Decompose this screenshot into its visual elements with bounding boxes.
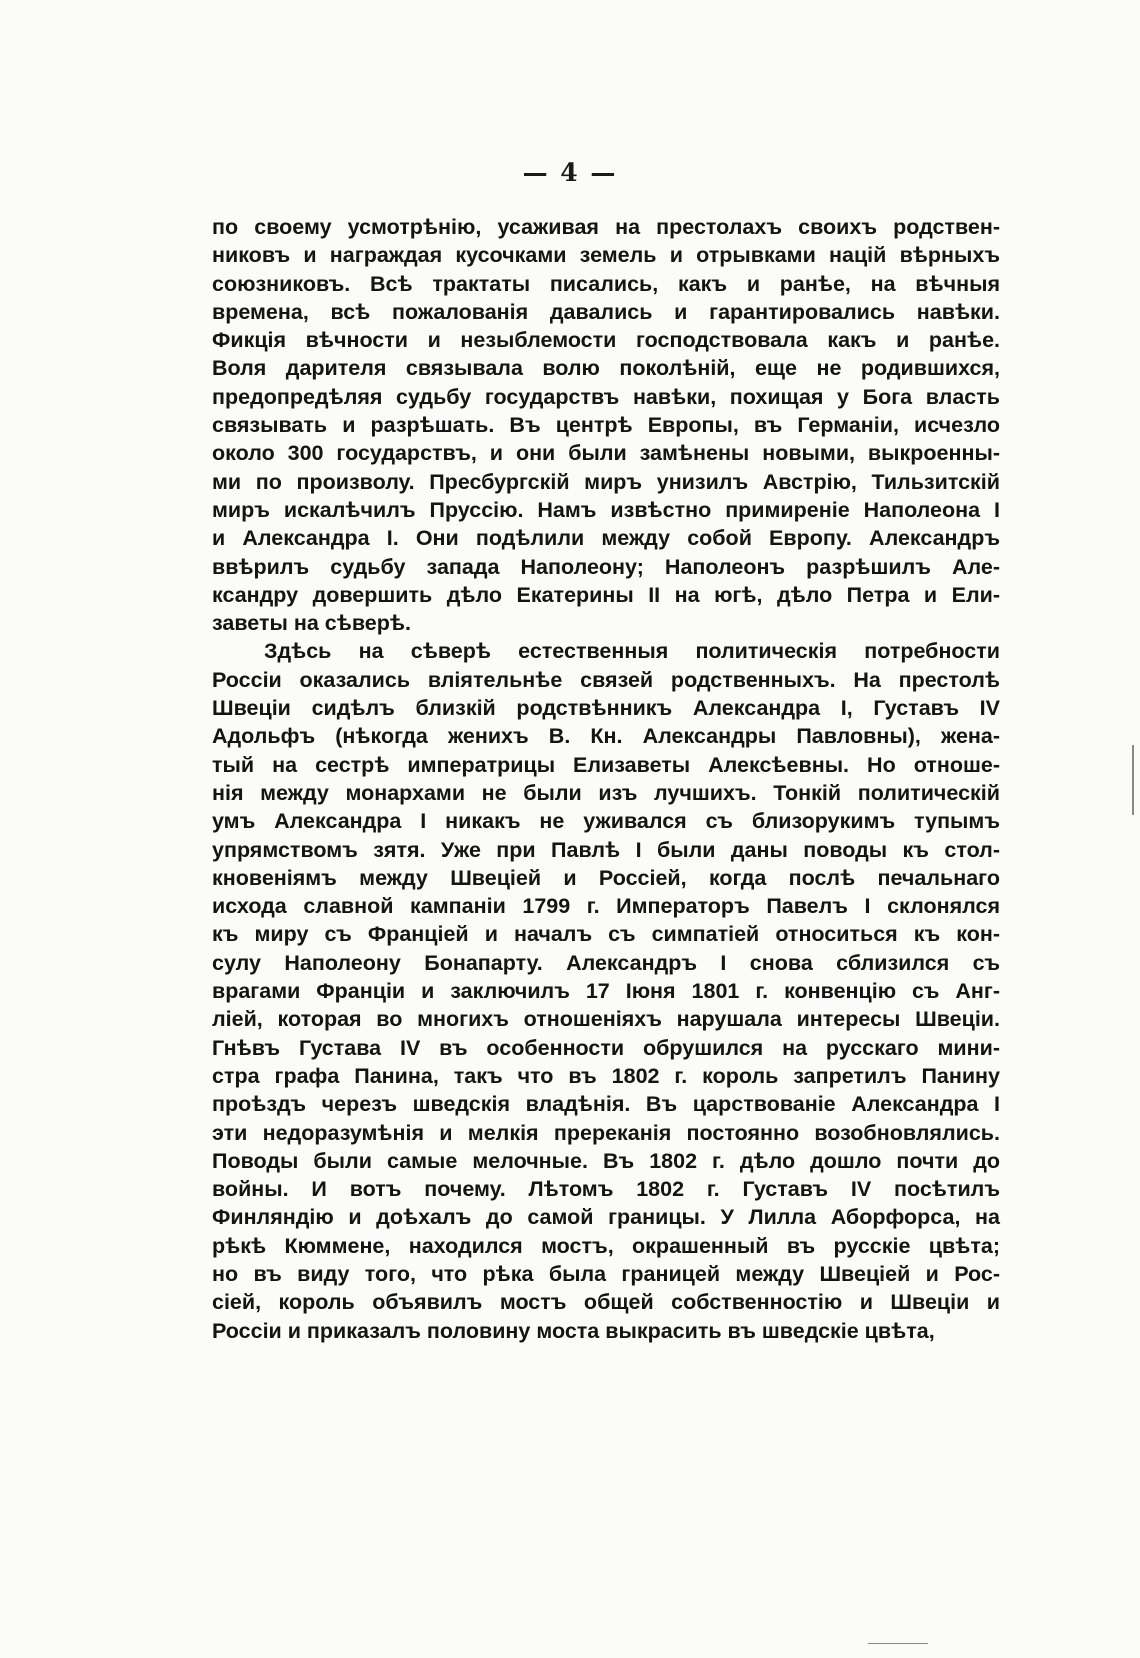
text-line: но въ виду того, что рѣка была границей между Швеціей и Рос-: [212, 1261, 1000, 1286]
text-line: сулу Наполеону Бонапарту. Александръ I снова сблизился съ: [212, 950, 1000, 975]
text-line: нія между монархами не были изъ лучшихъ. Тонкій политическій: [212, 780, 1000, 805]
text-line: эти недоразумѣнія и мелкія пререканія постоянно возобновлялись.: [212, 1120, 1000, 1145]
text-line: никовъ и награждая кусочками земель и отрывками націй вѣрныхъ: [212, 243, 1000, 268]
text-line: ми по произволу. Пресбургскій миръ унизилъ Австрію, Тильзитскій: [212, 469, 1000, 494]
scan-mark-bottom: [868, 1643, 928, 1644]
text-line: миръ искалѣчилъ Пруссію. Намъ извѣстно примиренiе Наполеона I: [212, 497, 1000, 522]
text-line: заветы на сѣверѣ.: [212, 611, 411, 636]
body-text: [212, 213, 1000, 1345]
text-line: проѣздъ черезъ шведскія владѣнія. Въ царствованіе Александра I: [212, 1092, 1000, 1117]
text-line: кновеніямъ между Швеціей и Россіей, когда послѣ печальнаго: [212, 865, 1000, 890]
text-line: и Александра I. Они подѣлили между собой Европу. Александръ: [212, 526, 1000, 551]
text-line: Воля дарителя связывала волю поколѣній, еще не родившихся,: [212, 356, 1000, 381]
text-line: Фикція вѣчности и незыблемости господствовала какъ и ранѣе.: [212, 328, 1000, 353]
text-line: Швеціи сидѣлъ близкій родствѣнникъ Александра I, Густавъ IV: [212, 696, 1000, 721]
text-line: предопредѣляя судьбу государствъ навѣки, похищая у Бога власть: [212, 384, 1000, 409]
text-line: Здѣсь на сѣверѣ естественныя политическія потребности: [264, 639, 1000, 664]
text-line: стра графа Панина, такъ что въ 1802 г. король запретилъ Панину: [212, 1063, 1000, 1088]
text-line: исхода славной кампаніи 1799 г. Императоръ Павелъ I склонялся: [212, 894, 1000, 919]
text-line: ввѣрилъ судьбу запада Наполеону; Наполеонъ разрѣшилъ Але-: [212, 554, 1000, 579]
text-line: ксандру довершить дѣло Екатерины II на югѣ, дѣло Петра и Ели-: [212, 582, 1000, 607]
text-line: ліей, которая во многихъ отношеніяхъ нарушала интересы Швеціи.: [212, 1007, 1000, 1032]
text-line: Гнѣвъ Густава IV въ особенности обрушился на русскаго мини-: [212, 1035, 1000, 1060]
text-line: упрямствомъ зятя. Уже при Павлѣ I были даны поводы къ стол-: [212, 837, 1000, 862]
text-line: союзниковъ. Всѣ трактаты писались, какъ и ранѣе, на вѣчныя: [212, 271, 1000, 296]
text-line: времена, всѣ пожалованія давались и гарантировались навѣки.: [212, 299, 1000, 324]
text-line: около 300 государствъ, и они были замѣнены новыми, выкроенны-: [212, 441, 1000, 466]
text-line: тый на сестрѣ императрицы Елизаветы Алексѣевны. Но отноше-: [212, 752, 1000, 777]
text-line: Россіи оказались вліятельнѣе связей родственныхъ. На престолѣ: [212, 667, 1000, 692]
page-number: — 4 —: [522, 158, 618, 187]
text-line: Россіи и приказалъ половину моста выкрасить въ шведскіе цвѣта,: [212, 1318, 935, 1343]
text-line: къ миру съ Франціей и началъ съ симпатіей относиться къ кон-: [212, 922, 1000, 947]
text-line: Адольфъ (нѣкогда женихъ В. Кн. Александры Павловны), жена-: [212, 724, 1000, 749]
scan-mark-right: [1132, 745, 1134, 815]
text-line: умъ Александра I никакъ не уживался съ близорукимъ тупымъ: [212, 809, 1000, 834]
text-line: врагами Франціи и заключилъ 17 Іюня 1801 г. конвенцію съ Анг-: [212, 979, 1000, 1004]
text-line: по своему усмотрѣнію, усаживая на престолахъ своихъ родствен-: [212, 215, 1000, 239]
text-line: Финляндію и доѣхалъ до самой границы. У Лилла Аборфорса, на: [212, 1205, 1000, 1230]
text-line: Поводы были самые мелочные. Въ 1802 г. дѣло дошло почти до: [212, 1148, 1000, 1173]
text-line: войны. И вотъ почему. Лѣтомъ 1802 г. Густавъ IV посѣтилъ: [212, 1177, 1000, 1202]
text-line: связывать и разрѣшать. Въ центрѣ Европы, въ Германіи, исчезло: [212, 413, 1000, 438]
text-line: рѣкѣ Кюммене, находился мостъ, окрашенный въ русскіе цвѣта;: [212, 1233, 1000, 1258]
text-line: сіей, король объявилъ мостъ общей собственностію и Швеціи и: [212, 1290, 1000, 1315]
